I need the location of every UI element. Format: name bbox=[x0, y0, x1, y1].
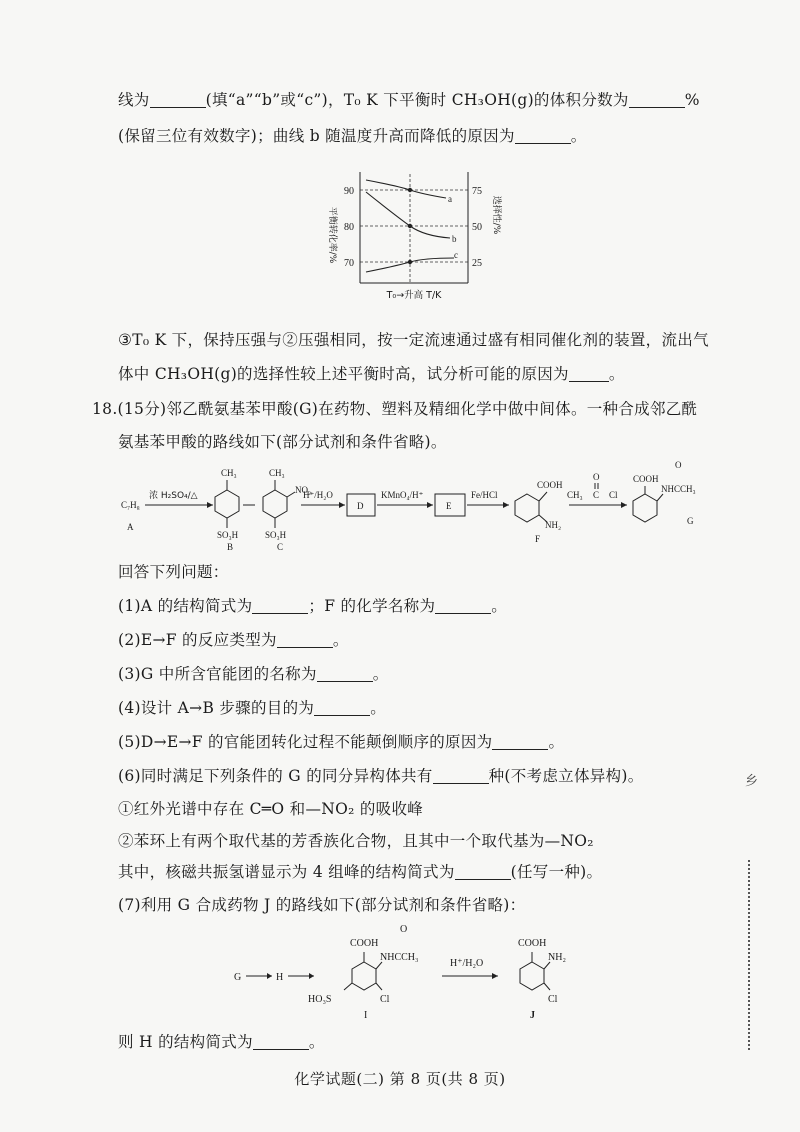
reagent-j: H⁺/H₂O bbox=[450, 958, 484, 969]
q18-7-answer bbox=[118, 1030, 325, 1052]
g-start: G bbox=[234, 972, 242, 983]
reagent5-o: O bbox=[593, 472, 600, 482]
text: (5)D→E→F 的官能团转化过程不能颠倒顺序的原因为 bbox=[118, 733, 493, 751]
text: 种(不考虑立体异构)。 bbox=[488, 767, 644, 785]
text: (2)E→F 的反应类型为 bbox=[118, 631, 277, 649]
f-cooh: COOH bbox=[537, 480, 563, 490]
ring-c bbox=[263, 490, 287, 518]
d-label: D bbox=[357, 501, 364, 511]
c-no2: NO₂ bbox=[295, 485, 312, 495]
text: 回答下列问题： bbox=[118, 563, 229, 581]
text: (6)同时满足下列条件的 G 的同分异构体共有 bbox=[118, 767, 433, 785]
g-nh: NHCCH₃ bbox=[661, 484, 696, 494]
reagent-4: Fe/HCl bbox=[471, 490, 498, 500]
text: 体中 CH₃OH(g)的选择性较上述平衡时高，试分析可能的原因为 bbox=[118, 365, 569, 383]
c-so3h: SO₃H bbox=[265, 530, 287, 540]
side-mark: 乡 bbox=[745, 774, 759, 789]
text: % bbox=[684, 91, 700, 109]
q17-part3-line1 bbox=[118, 328, 709, 350]
point-b-t0 bbox=[408, 224, 412, 228]
equilibrium-chart bbox=[318, 160, 501, 310]
h-mid: H bbox=[276, 972, 284, 983]
answer-blank[interactable] bbox=[492, 734, 548, 751]
arrowhead bbox=[309, 973, 314, 979]
ring-g bbox=[633, 494, 657, 522]
c-methyl: CH₃ bbox=[269, 468, 285, 478]
bond bbox=[539, 492, 547, 501]
text: 则 H 的结构简式为 bbox=[118, 1033, 253, 1051]
j-nh2: NH₂ bbox=[548, 952, 566, 963]
j-cl: Cl bbox=[548, 994, 558, 1005]
text: (4)设计 A→B 步骤的目的为 bbox=[118, 699, 315, 717]
bond bbox=[287, 492, 295, 497]
answer-blank[interactable] bbox=[629, 92, 685, 109]
compound-c-label: C bbox=[277, 542, 284, 552]
q18-7 bbox=[118, 893, 525, 915]
reagent-2: H⁺/H₂O bbox=[303, 490, 333, 500]
q18-6 bbox=[118, 764, 644, 786]
arrowhead bbox=[621, 502, 627, 508]
bond bbox=[544, 983, 550, 990]
binding-line bbox=[748, 860, 750, 1050]
left-tick-70: 70 bbox=[344, 258, 354, 269]
right-tick-75: 75 bbox=[472, 186, 482, 197]
left-tick-80: 80 bbox=[344, 222, 354, 233]
text: (填“a”“b”或“c”)，T₀ K 下平衡时 CH₃OH(g)的体积分数为 bbox=[205, 91, 629, 109]
reagent5-cl: Cl bbox=[609, 490, 618, 500]
g-cooh: COOH bbox=[633, 474, 659, 484]
answer-blank[interactable] bbox=[569, 366, 609, 383]
bond bbox=[544, 962, 550, 969]
j-cooh: COOH bbox=[518, 938, 547, 949]
answer-blank[interactable] bbox=[314, 700, 370, 717]
compound-j-label: J bbox=[530, 1010, 535, 1021]
y-axis-label-right: 选择性/% bbox=[491, 195, 501, 235]
right-tick-50: 50 bbox=[472, 222, 482, 233]
q18-4 bbox=[118, 696, 386, 718]
i-cooh: COOH bbox=[350, 938, 379, 949]
bond bbox=[344, 983, 352, 990]
reagent5-ch3: CH₃ bbox=[567, 490, 583, 500]
text: 其中，核磁共振氢谱显示为 4 组峰的结构简式为 bbox=[118, 863, 455, 881]
f-nh2: NH₂ bbox=[545, 520, 562, 530]
right-tick-25: 25 bbox=[472, 258, 482, 269]
answer-intro bbox=[118, 560, 229, 582]
answer-blank[interactable] bbox=[252, 598, 308, 615]
q17-line2 bbox=[118, 124, 587, 146]
q18-intro-2 bbox=[118, 430, 447, 452]
q18-cond2 bbox=[118, 829, 594, 851]
series-b-line bbox=[366, 192, 450, 238]
i-so3h: HO₃S bbox=[308, 994, 332, 1005]
bond bbox=[376, 983, 382, 990]
answer-blank[interactable] bbox=[455, 864, 511, 881]
synthesis-scheme-2 bbox=[230, 920, 610, 1025]
compound-f-label: F bbox=[535, 534, 541, 544]
text: ①红外光谱中存在 C═O 和—NO₂ 的吸收峰 bbox=[118, 800, 424, 818]
text: 18.(15分)邻乙酰氨基苯甲酸(G)在药物、塑料及精细化学中做中间体。一种合成邻乙酰 bbox=[92, 400, 698, 418]
answer-blank[interactable] bbox=[150, 92, 206, 109]
series-a-label: a bbox=[448, 194, 452, 204]
text: ；F 的化学名称为 bbox=[308, 597, 436, 615]
answer-blank[interactable] bbox=[433, 768, 489, 785]
text: 。 bbox=[491, 597, 508, 615]
y-axis-label-left: 平衡转化率/% bbox=[327, 206, 337, 264]
series-b-label: b bbox=[452, 234, 457, 244]
point-c-t0 bbox=[408, 260, 412, 264]
bond bbox=[376, 962, 382, 969]
series-c-label: c bbox=[454, 250, 458, 260]
text: (3)G 中所含官能团的名称为 bbox=[118, 665, 317, 683]
arrowhead bbox=[492, 973, 498, 979]
text: ②苯环上有两个取代基的芳香族化合物，且其中一个取代基为—NO₂ bbox=[118, 832, 594, 850]
arrowhead bbox=[503, 502, 509, 508]
text: 。 bbox=[372, 665, 389, 683]
reagent-1: 浓 H₂SO₄/△ bbox=[149, 491, 198, 501]
ring-i bbox=[352, 962, 376, 990]
ring-f bbox=[515, 494, 539, 522]
i-nh: NHCCH₃ bbox=[380, 952, 419, 963]
compound-i-label: I bbox=[364, 1010, 368, 1021]
arrowhead bbox=[339, 502, 345, 508]
q18-cond1 bbox=[118, 797, 423, 819]
q18-3 bbox=[118, 662, 389, 684]
text: (保留三位有效数字)；曲线 b 随温度升高而降低的原因为 bbox=[118, 127, 515, 145]
ring-j bbox=[520, 962, 544, 990]
answer-blank[interactable] bbox=[277, 632, 333, 649]
text: 。 bbox=[370, 699, 386, 717]
text: 。 bbox=[548, 733, 565, 751]
q18-5 bbox=[118, 730, 564, 752]
page-footer: 化学试题(二) 第 8 页(共 8 页) bbox=[294, 1070, 506, 1088]
compound-a-formula: C₇H₈ bbox=[121, 500, 140, 510]
g-o: O bbox=[675, 460, 682, 470]
synthesis-scheme bbox=[115, 460, 715, 555]
q18-intro-1 bbox=[92, 397, 697, 419]
bond bbox=[657, 494, 663, 501]
text: (7)利用 G 合成药物 J 的路线如下(部分试剂和条件省略)： bbox=[118, 896, 526, 914]
compound-a-label: A bbox=[127, 522, 134, 532]
q17-line1 bbox=[118, 88, 700, 110]
q18-6c bbox=[118, 860, 602, 882]
answer-blank[interactable] bbox=[515, 128, 571, 145]
compound-g-label: G bbox=[687, 516, 694, 526]
arrowhead bbox=[207, 502, 213, 508]
b-methyl: CH₃ bbox=[221, 468, 237, 478]
e-label: E bbox=[446, 501, 452, 511]
q17-part3-line2 bbox=[118, 362, 625, 384]
text: 。 bbox=[308, 1033, 325, 1051]
answer-blank[interactable] bbox=[253, 1034, 309, 1051]
i-cl: Cl bbox=[380, 994, 390, 1005]
q18-1 bbox=[118, 594, 507, 616]
b-so3h: SO₃H bbox=[217, 530, 239, 540]
text: 。 bbox=[608, 365, 625, 383]
text: (任写一种)。 bbox=[510, 863, 603, 881]
point-a-t0 bbox=[408, 188, 412, 192]
answer-blank[interactable] bbox=[317, 666, 373, 683]
reagent-3: KMnO₄/H⁺ bbox=[381, 490, 424, 500]
series-a-line bbox=[366, 180, 446, 198]
text: 。 bbox=[570, 127, 587, 145]
answer-blank[interactable] bbox=[435, 598, 491, 615]
text: ③T₀ K 下，保持压强与②压强相同，按一定流速通过盛有相同催化剂的装置，流出气 bbox=[118, 331, 709, 349]
left-tick-90: 90 bbox=[344, 186, 354, 197]
text: 。 bbox=[332, 631, 349, 649]
q18-2 bbox=[118, 628, 349, 650]
reagent5-c: C bbox=[593, 490, 600, 500]
i-o: O bbox=[400, 924, 408, 935]
arrowhead bbox=[427, 502, 433, 508]
arrowhead bbox=[267, 973, 272, 979]
text: 线为 bbox=[118, 91, 150, 109]
compound-b-label: B bbox=[227, 542, 234, 552]
ring-b bbox=[215, 490, 239, 518]
text: (1)A 的结构简式为 bbox=[118, 597, 253, 615]
x-axis-label: T₀→升高 T/K bbox=[386, 290, 442, 301]
text: 氨基苯甲酸的路线如下(部分试剂和条件省略)。 bbox=[118, 433, 447, 451]
